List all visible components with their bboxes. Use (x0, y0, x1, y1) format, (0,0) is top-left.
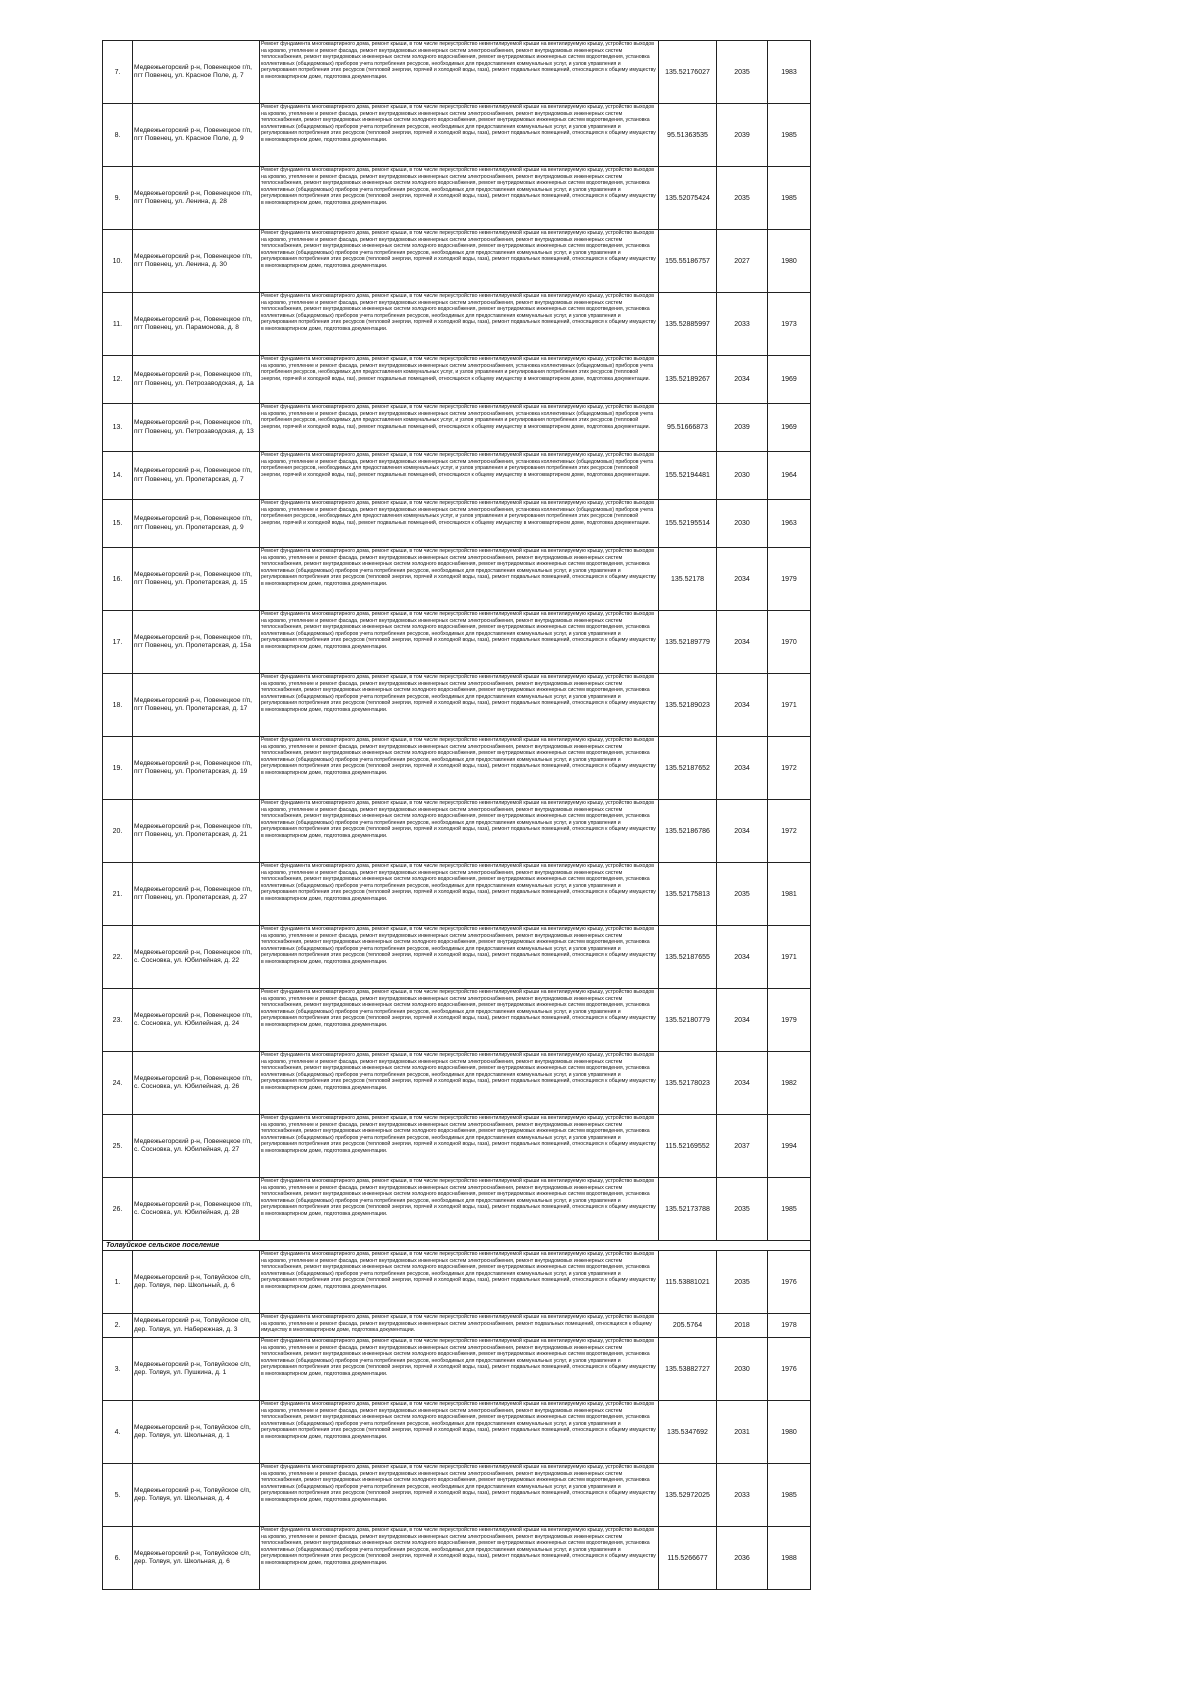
table-row (103, 1464, 811, 1527)
planned-year: 2033 (717, 293, 768, 356)
table-row (103, 611, 811, 674)
repair-cost: 135.52178 (659, 548, 717, 611)
building-address: Медвежьегорский р-н, Повенецкое г/п, пгт Повенец, ул. Ленина, д. 30 (133, 230, 260, 293)
table-row (103, 674, 811, 737)
planned-year: 2034 (717, 611, 768, 674)
work-list-cell (260, 800, 659, 863)
repair-cost: 135.52186786 (659, 800, 717, 863)
row-number: 26. (103, 1178, 133, 1241)
work-list-cell (260, 989, 659, 1052)
building-address: Медвежьегорский р-н, Повенецкое г/п, пгт Повенец, ул. Пролетарская, д. 7 (133, 452, 260, 500)
construction-year: 1985 (768, 104, 811, 167)
work-list-cell (260, 452, 659, 500)
building-address: Медвежьегорский р-н, Повенецкое г/п, с. Сосновка, ул. Юбилейная, д. 24 (133, 989, 260, 1052)
work-list-text: Ремонт фундамента многоквартирного дома, ремонт крыши, в том числе переустройство невентилируемой крыши на вентилируемую крышу, устройство выходов на кровлю, утепление и ремонт фасада, ремонт внутридомовых инженерных систем электроснабжения, установка коллективных (общедомовых) приборов учета потребления ресурсов, необходимых для предоставления коммунальных услуг, и узлов управления и регулирования потребления этих ресурсов (тепловой энергии, горячей и холодной воды, газ), ремонт подвальных помещений, относящихся к общему имуществу в многоквартирном доме, подготовка документации. (261, 404, 654, 430)
planned-year: 2030 (717, 452, 768, 500)
planned-year: 2034 (717, 674, 768, 737)
construction-year: 1980 (768, 230, 811, 293)
row-number: 23. (103, 989, 133, 1052)
table-row (103, 356, 811, 404)
table-row (103, 1527, 811, 1590)
table-row (103, 404, 811, 452)
building-address: Медвежьегорский р-н, Повенецкое г/п, с. Сосновка, ул. Юбилейная, д. 26 (133, 1052, 260, 1115)
work-list-cell (260, 1464, 659, 1527)
work-list-cell (260, 1527, 659, 1590)
table-row (103, 41, 811, 104)
repair-cost: 135.53882727 (659, 1338, 717, 1401)
planned-year: 2039 (717, 404, 768, 452)
table-row (103, 1178, 811, 1241)
table-row (103, 737, 811, 800)
row-number: 8. (103, 104, 133, 167)
row-number: 10. (103, 230, 133, 293)
planned-year: 2034 (717, 737, 768, 800)
work-list-text: Ремонт фундамента многоквартирного дома, ремонт крыши, в том числе переустройство невентилируемой крыши на вентилируемую крышу, устройство выходов на кровлю, утепление и ремонт фасада, ремонт внутридомовых инженерных систем электроснабжения, ремонт внутридомовых инженерных систем теплоснабжения, ремонт внутридомовых инженерных систем холодного водоснабжения, ремонт внутридомовых инженерных систем водоотведения, установка коллективных (общедомовых) приборов учета потребления ресурсов, необходимых для предоставления коммунальных услуг, и узлов управления и регулирования потребления этих ресурсов (тепловой энергии, горячей и холодной воды, газа), ремонт подвальных помещений, относящихся к общему имуществу в многоквартирном доме, подготовка документации. (261, 863, 656, 902)
building-address: Медвежьегорский р-н, Толвуйское с/п, дер. Толвуя, ул. Школьная, д. 4 (133, 1464, 260, 1527)
table-body (103, 41, 811, 1590)
construction-year: 1969 (768, 404, 811, 452)
row-number: 24. (103, 1052, 133, 1115)
work-list-cell (260, 404, 659, 452)
construction-year: 1979 (768, 989, 811, 1052)
row-number: 25. (103, 1115, 133, 1178)
construction-year: 1971 (768, 674, 811, 737)
construction-year: 1988 (768, 1527, 811, 1590)
building-address: Медвежьегорский р-н, Повенецкое г/п, пгт Повенец, ул. Пролетарская, д. 17 (133, 674, 260, 737)
row-number: 18. (103, 674, 133, 737)
repair-cost: 95.51666873 (659, 404, 717, 452)
row-number: 7. (103, 41, 133, 104)
planned-year: 2039 (717, 104, 768, 167)
work-list-text: Ремонт фундамента многоквартирного дома, ремонт крыши, в том числе переустройство невентилируемой крыши на вентилируемую крышу, устройство выходов на кровлю, утепление и ремонт фасада, ремонт внутридомовых инженерных систем электроснабжения, ремонт внутридомовых инженерных систем теплоснабжения, ремонт внутридомовых инженерных систем холодного водоснабжения, ремонт внутридомовых инженерных систем водоотведения, установка коллективных (общедомовых) приборов учета потребления ресурсов, необходимых для предоставления коммунальных услуг, и узлов управления и регулирования потребления этих ресурсов (тепловой энергии, горячей и холодной воды, газа), ремонт подвальных помещений, относящихся к общему имуществу в многоквартирном доме, подготовка документации. (261, 1401, 656, 1440)
work-list-cell (260, 548, 659, 611)
row-number: 2. (103, 1314, 133, 1338)
row-number: 19. (103, 737, 133, 800)
row-number: 4. (103, 1401, 133, 1464)
work-list-cell (260, 1314, 659, 1338)
building-address: Медвежьегорский р-н, Повенецкое г/п, пгт Повенец, ул. Петрозаводская, д. 1а (133, 356, 260, 404)
work-list-text: Ремонт фундамента многоквартирного дома, ремонт крыши, в том числе переустройство невентилируемой крыши на вентилируемую крышу, устройство выходов на кровлю, утепление и ремонт фасада, ремонт внутридомовых инженерных систем электроснабжения, ремонт внутридомовых инженерных систем теплоснабжения, ремонт внутридомовых инженерных систем холодного водоснабжения, ремонт внутридомовых инженерных систем водоотведения, установка коллективных (общедомовых) приборов учета потребления ресурсов, необходимых для предоставления коммунальных услуг, и узлов управления и регулирования потребления этих ресурсов (тепловой энергии, горячей и холодной воды, газа), ремонт подвальных помещений, относящихся к общему имуществу в многоквартирном доме, подготовка документации. (261, 1464, 656, 1503)
work-list-text: Ремонт фундамента многоквартирного дома, ремонт крыши, в том числе переустройство невентилируемой крыши на вентилируемую крышу, устройство выходов на кровлю, утепление и ремонт фасада, ремонт внутридомовых инженерных систем электроснабжения, ремонт внутридомовых инженерных систем теплоснабжения, ремонт внутридомовых инженерных систем холодного водоснабжения, ремонт внутридомовых инженерных систем водоотведения, установка коллективных (общедомовых) приборов учета потребления ресурсов, необходимых для предоставления коммунальных услуг, и узлов управления и регулирования потребления этих ресурсов (тепловой энергии, горячей и холодной воды, газа), ремонт подвальных помещений, относящихся к общему имуществу в многоквартирном доме, подготовка документации. (261, 737, 656, 776)
table-row (103, 452, 811, 500)
construction-year: 1983 (768, 41, 811, 104)
planned-year: 2037 (717, 1115, 768, 1178)
building-address: Медвежьегорский р-н, Повенецкое г/п, пгт Повенец, ул. Красное Поле, д. 7 (133, 41, 260, 104)
work-list-cell (260, 230, 659, 293)
planned-year: 2035 (717, 1251, 768, 1314)
building-address: Медвежьегорский р-н, Повенецкое г/п, пгт Повенец, ул. Пролетарская, д. 15а (133, 611, 260, 674)
row-number: 6. (103, 1527, 133, 1590)
planned-year: 2034 (717, 800, 768, 863)
row-number: 16. (103, 548, 133, 611)
work-list-cell (260, 167, 659, 230)
construction-year: 1963 (768, 500, 811, 548)
table-row (103, 230, 811, 293)
building-address: Медвежьегорский р-н, Повенецкое г/п, пгт Повенец, ул. Ленина, д. 28 (133, 167, 260, 230)
building-address: Медвежьегорский р-н, Повенецкое г/п, пгт Повенец, ул. Пролетарская, д. 21 (133, 800, 260, 863)
building-address: Медвежьегорский р-н, Повенецкое г/п, пгт Повенец, ул. Пролетарская, д. 27 (133, 863, 260, 926)
work-list-text: Ремонт фундамента многоквартирного дома, ремонт крыши, в том числе переустройство невентилируемой крыши на вентилируемую крышу, устройство выходов на кровлю, утепление и ремонт фасада, ремонт внутридомовых инженерных систем электроснабжения, ремонт внутридомовых инженерных систем теплоснабжения, ремонт внутридомовых инженерных систем холодного водоснабжения, ремонт внутридомовых инженерных систем водоотведения, установка коллективных (общедомовых) приборов учета потребления ресурсов, необходимых для предоставления коммунальных услуг, и узлов управления и регулирования потребления этих ресурсов (тепловой энергии, горячей и холодной воды, газа), ремонт подвальных помещений, относящихся к общему имуществу в многоквартирном доме, подготовка документации. (261, 230, 656, 269)
repair-cost: 135.52187652 (659, 737, 717, 800)
work-list-text: Ремонт фундамента многоквартирного дома, ремонт крыши, в том числе переустройство невентилируемой крыши на вентилируемую крышу, устройство выходов на кровлю, утепление и ремонт фасада, ремонт внутридомовых инженерных систем электроснабжения, ремонт внутридомовых инженерных систем теплоснабжения, ремонт внутридомовых инженерных систем холодного водоснабжения, ремонт внутридомовых инженерных систем водоотведения, установка коллективных (общедомовых) приборов учета потребления ресурсов, необходимых для предоставления коммунальных услуг, и узлов управления и регулирования потребления этих ресурсов (тепловой энергии, горячей и холодной воды, газа), ремонт подвальных помещений, относящихся к общему имуществу в многоквартирном доме, подготовка документации. (261, 989, 656, 1028)
row-number: 22. (103, 926, 133, 989)
table-row (103, 1052, 811, 1115)
row-number: 1. (103, 1251, 133, 1314)
work-list-text: Ремонт фундамента многоквартирного дома, ремонт крыши, в том числе переустройство невентилируемой крыши на вентилируемую крышу, устройство выходов на кровлю, утепление и ремонт фасада, ремонт внутридомовых инженерных систем электроснабжения, ремонт внутридомовых инженерных систем теплоснабжения, ремонт внутридомовых инженерных систем холодного водоснабжения, ремонт внутридомовых инженерных систем водоотведения, установка коллективных (общедомовых) приборов учета потребления ресурсов, необходимых для предоставления коммунальных услуг, и узлов управления и регулирования потребления этих ресурсов (тепловой энергии, горячей и холодной воды, газа), ремонт подвальных помещений, относящихся к общему имуществу в многоквартирном доме, подготовка документации. (261, 293, 656, 332)
building-address: Медвежьегорский р-н, Толвуйское с/п, дер. Толвуя, ул. Набережная, д. 3 (133, 1314, 260, 1338)
work-list-cell (260, 674, 659, 737)
repair-cost: 135.52189779 (659, 611, 717, 674)
table-row (103, 1251, 811, 1314)
work-list-cell (260, 1115, 659, 1178)
planned-year: 2035 (717, 863, 768, 926)
work-list-text: Ремонт фундамента многоквартирного дома, ремонт крыши, в том числе переустройство невентилируемой крыши на вентилируемую крышу, устройство выходов на кровлю, утепление и ремонт фасада, ремонт внутридомовых инженерных систем электроснабжения, ремонт внутридомовых инженерных систем теплоснабжения, ремонт внутридомовых инженерных систем холодного водоснабжения, ремонт внутридомовых инженерных систем водоотведения, установка коллективных (общедомовых) приборов учета потребления ресурсов, необходимых для предоставления коммунальных услуг, и узлов управления и регулирования потребления этих ресурсов (тепловой энергии, горячей и холодной воды, газа), ремонт подвальных помещений, относящихся к общему имуществу в многоквартирном доме, подготовка документации. (261, 674, 656, 713)
table-row (103, 1338, 811, 1401)
repair-cost: 135.52972025 (659, 1464, 717, 1527)
work-list-cell (260, 41, 659, 104)
construction-year: 1985 (768, 1178, 811, 1241)
section-header-row (103, 1241, 811, 1251)
work-list-text: Ремонт фундамента многоквартирного дома, ремонт крыши, в том числе переустройство невентилируемой крыши на вентилируемую крышу, устройство выходов на кровлю, утепление и ремонт фасада, ремонт внутридомовых инженерных систем электроснабжения, ремонт внутридомовых инженерных систем теплоснабжения, ремонт внутридомовых инженерных систем холодного водоснабжения, ремонт внутридомовых инженерных систем водоотведения, установка коллективных (общедомовых) приборов учета потребления ресурсов, необходимых для предоставления коммунальных услуг, и узлов управления и регулирования потребления этих ресурсов (тепловой энергии, горячей и холодной воды, газа), ремонт подвальных помещений, относящихся к общему имуществу в многоквартирном доме, подготовка документации. (261, 1527, 656, 1566)
work-list-text: Ремонт фундамента многоквартирного дома, ремонт крыши, в том числе переустройство невентилируемой крыши на вентилируемую крышу, устройство выходов на кровлю, утепление и ремонт фасада, ремонт внутридомовых инженерных систем электроснабжения, ремонт внутридомовых инженерных систем теплоснабжения, ремонт внутридомовых инженерных систем холодного водоснабжения, ремонт внутридомовых инженерных систем водоотведения, установка коллективных (общедомовых) приборов учета потребления ресурсов, необходимых для предоставления коммунальных услуг, и узлов управления и регулирования потребления этих ресурсов (тепловой энергии, горячей и холодной воды, газа), ремонт подвальных помещений, относящихся к общему имуществу в многоквартирном доме, подготовка документации. (261, 1251, 656, 1290)
construction-year: 1971 (768, 926, 811, 989)
section-title: Толвуйское сельское поселение (103, 1241, 811, 1251)
table-row (103, 293, 811, 356)
planned-year: 2030 (717, 1338, 768, 1401)
building-address: Медвежьегорский р-н, Повенецкое г/п, пгт Повенец, ул. Пролетарская, д. 9 (133, 500, 260, 548)
construction-year: 1972 (768, 737, 811, 800)
work-list-text: Ремонт фундамента многоквартирного дома, ремонт крыши, в том числе переустройство невентилируемой крыши на вентилируемую крышу, устройство выходов на кровлю, утепление и ремонт фасада, ремонт внутридомовых инженерных систем электроснабжения, ремонт внутридомовых инженерных систем теплоснабжения, ремонт внутридомовых инженерных систем холодного водоснабжения, ремонт внутридомовых инженерных систем водоотведения, установка коллективных (общедомовых) приборов учета потребления ресурсов, необходимых для предоставления коммунальных услуг, и узлов управления и регулирования потребления этих ресурсов (тепловой энергии, горячей и холодной воды, газа), ремонт подвальных помещений, относящихся к общему имуществу в многоквартирном доме, подготовка документации. (261, 1178, 656, 1217)
work-list-cell (260, 1401, 659, 1464)
repair-cost: 135.52173788 (659, 1178, 717, 1241)
construction-year: 1976 (768, 1338, 811, 1401)
construction-year: 1969 (768, 356, 811, 404)
table-row (103, 800, 811, 863)
building-address: Медвежьегорский р-н, Повенецкое г/п, пгт Повенец, ул. Пролетарская, д. 19 (133, 737, 260, 800)
construction-year: 1972 (768, 800, 811, 863)
repair-cost: 135.52180779 (659, 989, 717, 1052)
building-address: Медвежьегорский р-н, Повенецкое г/п, с. Сосновка, ул. Юбилейная, д. 28 (133, 1178, 260, 1241)
planned-year: 2036 (717, 1527, 768, 1590)
repair-cost: 135.52175813 (659, 863, 717, 926)
row-number: 11. (103, 293, 133, 356)
work-list-text: Ремонт фундамента многоквартирного дома, ремонт крыши, в том числе переустройство невентилируемой крыши на вентилируемую крышу, устройство выходов на кровлю, утепление и ремонт фасада, ремонт внутридомовых инженерных систем электроснабжения, установка коллективных (общедомовых) приборов учета потребления ресурсов, необходимых для предоставления коммунальных услуг, и узлов управления и регулирования потребления этих ресурсов (тепловой энергии, горячей и холодной воды, газ), ремонт подвальных помещений, относящихся к общему имуществу в многоквартирном доме, подготовка документации. (261, 356, 654, 382)
work-list-text: Ремонт фундамента многоквартирного дома, ремонт крыши, в том числе переустройство невентилируемой крыши на вентилируемую крышу, устройство выходов на кровлю, утепление и ремонт фасада, ремонт внутридомовых инженерных систем электроснабжения, ремонт внутридомовых инженерных систем теплоснабжения, ремонт внутридомовых инженерных систем холодного водоснабжения, ремонт внутридомовых инженерных систем водоотведения, установка коллективных (общедомовых) приборов учета потребления ресурсов, необходимых для предоставления коммунальных услуг, и узлов управления и регулирования потребления этих ресурсов (тепловой энергии, горячей и холодной воды, газа), ремонт подвальных помещений, относящихся к общему имуществу в многоквартирном доме, подготовка документации. (261, 800, 656, 839)
capital-repair-table-sheet (102, 40, 810, 1590)
row-number: 12. (103, 356, 133, 404)
planned-year: 2034 (717, 356, 768, 404)
building-address: Медвежьегорский р-н, Повенецкое г/п, пгт Повенец, ул. Пролетарская, д. 15 (133, 548, 260, 611)
building-address: Медвежьегорский р-н, Повенецкое г/п, пгт Повенец, ул. Парамонова, д. 8 (133, 293, 260, 356)
work-list-text: Ремонт фундамента многоквартирного дома, ремонт крыши, в том числе переустройство невентилируемой крыши на вентилируемую крышу, устройство выходов на кровлю, утепление и ремонт фасада, ремонт внутридомовых инженерных систем электроснабжения, ремонт внутридомовых инженерных систем теплоснабжения, ремонт внутридомовых инженерных систем холодного водоснабжения, ремонт внутридомовых инженерных систем водоотведения, установка коллективных (общедомовых) приборов учета потребления ресурсов, необходимых для предоставления коммунальных услуг, и узлов управления и регулирования потребления этих ресурсов (тепловой энергии, горячей и холодной воды, газа), ремонт подвальных помещений, относящихся к общему имуществу в многоквартирном доме, подготовка документации. (261, 1115, 656, 1154)
work-list-text: Ремонт фундамента многоквартирного дома, ремонт крыши, в том числе переустройство невентилируемой крыши на вентилируемую крышу, устройство выходов на кровлю, утепление и ремонт фасада, ремонт внутридомовых инженерных систем электроснабжения, ремонт внутридомовых инженерных систем теплоснабжения, ремонт внутридомовых инженерных систем холодного водоснабжения, ремонт внутридомовых инженерных систем водоотведения, установка коллективных (общедомовых) приборов учета потребления ресурсов, необходимых для предоставления коммунальных услуг, и узлов управления и регулирования потребления этих ресурсов (тепловой энергии, горячей и холодной воды, газа), ремонт подвальных помещений, относящихся к общему имуществу в многоквартирном доме, подготовка документации. (261, 548, 656, 587)
planned-year: 2035 (717, 1178, 768, 1241)
construction-year: 1973 (768, 293, 811, 356)
work-list-text: Ремонт фундамента многоквартирного дома, ремонт крыши, в том числе переустройство невентилируемой крыши на вентилируемую крышу, устройство выходов на кровлю, утепление и ремонт фасада, ремонт внутридомовых инженерных систем электроснабжения, установка коллективных (общедомовых) приборов учета потребления ресурсов, необходимых для предоставления коммунальных услуг, и узлов управления и регулирования потребления этих ресурсов (тепловой энергии, горячей и холодной воды, газ), ремонт подвальных помещений, относящихся к общему имуществу в многоквартирном доме, подготовка документации. (261, 500, 654, 526)
table-row (103, 926, 811, 989)
repair-cost: 135.52176027 (659, 41, 717, 104)
repair-cost: 135.52187655 (659, 926, 717, 989)
table-row (103, 1115, 811, 1178)
work-list-cell (260, 1338, 659, 1401)
construction-year: 1994 (768, 1115, 811, 1178)
work-list-cell (260, 500, 659, 548)
construction-year: 1980 (768, 1401, 811, 1464)
building-address: Медвежьегорский р-н, Повенецкое г/п, пгт Повенец, ул. Петрозаводская, д. 13 (133, 404, 260, 452)
repair-cost: 135.52885997 (659, 293, 717, 356)
work-list-cell (260, 1251, 659, 1314)
repair-cost: 135.52189267 (659, 356, 717, 404)
repair-schedule-table (102, 40, 811, 1590)
repair-cost: 135.52189023 (659, 674, 717, 737)
table-row (103, 104, 811, 167)
planned-year: 2027 (717, 230, 768, 293)
row-number: 9. (103, 167, 133, 230)
work-list-text: Ремонт фундамента многоквартирного дома, ремонт крыши, в том числе переустройство невентилируемой крыши на вентилируемую крышу, устройство выходов на кровлю, утепление и ремонт фасада, ремонт внутридомовых инженерных систем электроснабжения, установка коллективных (общедомовых) приборов учета потребления ресурсов, необходимых для предоставления коммунальных услуг, и узлов управления и регулирования потребления этих ресурсов (тепловой энергии, горячей и холодной воды, газ), ремонт подвальных помещений, относящихся к общему имуществу в многоквартирном доме, подготовка документации. (261, 452, 654, 478)
building-address: Медвежьегорский р-н, Толвуйское с/п, дер. Толвуя, ул. Школьная, д. 6 (133, 1527, 260, 1590)
repair-cost: 135.5347692 (659, 1401, 717, 1464)
planned-year: 2030 (717, 500, 768, 548)
work-list-cell (260, 1052, 659, 1115)
work-list-cell (260, 926, 659, 989)
planned-year: 2031 (717, 1401, 768, 1464)
work-list-cell (260, 1178, 659, 1241)
work-list-cell (260, 863, 659, 926)
row-number: 13. (103, 404, 133, 452)
construction-year: 1985 (768, 1464, 811, 1527)
row-number: 20. (103, 800, 133, 863)
table-row (103, 167, 811, 230)
planned-year: 2034 (717, 1052, 768, 1115)
construction-year: 1981 (768, 863, 811, 926)
work-list-cell (260, 356, 659, 404)
work-list-cell (260, 293, 659, 356)
planned-year: 2034 (717, 926, 768, 989)
building-address: Медвежьегорский р-н, Повенецкое г/п, с. Сосновка, ул. Юбилейная, д. 22 (133, 926, 260, 989)
repair-cost: 95.51363535 (659, 104, 717, 167)
work-list-text: Ремонт фундамента многоквартирного дома, ремонт крыши, в том числе переустройство невентилируемой крыши на вентилируемую крышу, устройство выходов на кровлю, утепление и ремонт фасада, ремонт внутридомовых инженерных систем электроснабжения, ремонт внутридомовых инженерных систем теплоснабжения, ремонт внутридомовых инженерных систем холодного водоснабжения, ремонт внутридомовых инженерных систем водоотведения, установка коллективных (общедомовых) приборов учета потребления ресурсов, необходимых для предоставления коммунальных услуг, и узлов управления и регулирования потребления этих ресурсов (тепловой энергии, горячей и холодной воды, газа), ремонт подвальных помещений, относящихся к общему имуществу в многоквартирном доме, подготовка документации. (261, 41, 656, 80)
construction-year: 1978 (768, 1314, 811, 1338)
planned-year: 2034 (717, 989, 768, 1052)
repair-cost: 135.52178023 (659, 1052, 717, 1115)
work-list-cell (260, 104, 659, 167)
table-row (103, 500, 811, 548)
row-number: 17. (103, 611, 133, 674)
row-number: 3. (103, 1338, 133, 1401)
row-number: 21. (103, 863, 133, 926)
work-list-text: Ремонт фундамента многоквартирного дома, ремонт крыши, в том числе переустройство невентилируемой крыши на вентилируемую крышу, устройство выходов на кровлю, утепление и ремонт фасада, ремонт внутридомовых инженерных систем электроснабжения, ремонт подвальных помещений, относящихся к общему имуществу в многоквартирном доме, подготовка документации. (261, 1314, 654, 1334)
building-address: Медвежьегорский р-н, Толвуйское с/п, дер. Толвуя, ул. Школьная, д. 1 (133, 1401, 260, 1464)
work-list-text: Ремонт фундамента многоквартирного дома, ремонт крыши, в том числе переустройство невентилируемой крыши на вентилируемую крышу, устройство выходов на кровлю, утепление и ремонт фасада, ремонт внутридомовых инженерных систем электроснабжения, ремонт внутридомовых инженерных систем теплоснабжения, ремонт внутридомовых инженерных систем холодного водоснабжения, ремонт внутридомовых инженерных систем водоотведения, установка коллективных (общедомовых) приборов учета потребления ресурсов, необходимых для предоставления коммунальных услуг, и узлов управления и регулирования потребления этих ресурсов (тепловой энергии, горячей и холодной воды, газа), ремонт подвальных помещений, относящихся к общему имуществу в многоквартирном доме, подготовка документации. (261, 1052, 656, 1091)
table-row (103, 548, 811, 611)
table-row (103, 1401, 811, 1464)
repair-cost: 115.5266677 (659, 1527, 717, 1590)
work-list-text: Ремонт фундамента многоквартирного дома, ремонт крыши, в том числе переустройство невентилируемой крыши на вентилируемую крышу, устройство выходов на кровлю, утепление и ремонт фасада, ремонт внутридомовых инженерных систем электроснабжения, ремонт внутридомовых инженерных систем теплоснабжения, ремонт внутридомовых инженерных систем холодного водоснабжения, ремонт внутридомовых инженерных систем водоотведения, установка коллективных (общедомовых) приборов учета потребления ресурсов, необходимых для предоставления коммунальных услуг, и узлов управления и регулирования потребления этих ресурсов (тепловой энергии, горячей и холодной воды, газа), ремонт подвальных помещений, относящихся к общему имуществу в многоквартирном доме, подготовка документации. (261, 167, 656, 206)
repair-cost: 205.5764 (659, 1314, 717, 1338)
repair-cost: 155.55186757 (659, 230, 717, 293)
work-list-text: Ремонт фундамента многоквартирного дома, ремонт крыши, в том числе переустройство невентилируемой крыши на вентилируемую крышу, устройство выходов на кровлю, утепление и ремонт фасада, ремонт внутридомовых инженерных систем электроснабжения, ремонт внутридомовых инженерных систем теплоснабжения, ремонт внутридомовых инженерных систем холодного водоснабжения, ремонт внутридомовых инженерных систем водоотведения, установка коллективных (общедомовых) приборов учета потребления ресурсов, необходимых для предоставления коммунальных услуг, и узлов управления и регулирования потребления этих ресурсов (тепловой энергии, горячей и холодной воды, газа), ремонт подвальных помещений, относящихся к общему имуществу в многоквартирном доме, подготовка документации. (261, 926, 656, 965)
repair-cost: 115.52169552 (659, 1115, 717, 1178)
row-number: 15. (103, 500, 133, 548)
repair-cost: 155.52195514 (659, 500, 717, 548)
table-row (103, 989, 811, 1052)
table-row (103, 863, 811, 926)
planned-year: 2035 (717, 41, 768, 104)
building-address: Медвежьегорский р-н, Повенецкое г/п, пгт Повенец, ул. Красное Поле, д. 9 (133, 104, 260, 167)
planned-year: 2018 (717, 1314, 768, 1338)
repair-cost: 115.53881021 (659, 1251, 717, 1314)
building-address: Медвежьегорский р-н, Повенецкое г/п, с. Сосновка, ул. Юбилейная, д. 27 (133, 1115, 260, 1178)
construction-year: 1970 (768, 611, 811, 674)
planned-year: 2035 (717, 167, 768, 230)
building-address: Медвежьегорский р-н, Толвуйское с/п, дер. Толвуя, пер. Школьный, д. 6 (133, 1251, 260, 1314)
construction-year: 1976 (768, 1251, 811, 1314)
repair-cost: 155.52194481 (659, 452, 717, 500)
building-address: Медвежьегорский р-н, Толвуйское с/п, дер. Толвуя, ул. Пушкина, д. 1 (133, 1338, 260, 1401)
construction-year: 1979 (768, 548, 811, 611)
repair-cost: 135.52075424 (659, 167, 717, 230)
work-list-text: Ремонт фундамента многоквартирного дома, ремонт крыши, в том числе переустройство невентилируемой крыши на вентилируемую крышу, устройство выходов на кровлю, утепление и ремонт фасада, ремонт внутридомовых инженерных систем электроснабжения, ремонт внутридомовых инженерных систем теплоснабжения, ремонт внутридомовых инженерных систем холодного водоснабжения, ремонт внутридомовых инженерных систем водоотведения, установка коллективных (общедомовых) приборов учета потребления ресурсов, необходимых для предоставления коммунальных услуг, и узлов управления и регулирования потребления этих ресурсов (тепловой энергии, горячей и холодной воды, газа), ремонт подвальных помещений, относящихся к общему имуществу в многоквартирном доме, подготовка документации. (261, 1338, 656, 1377)
planned-year: 2034 (717, 548, 768, 611)
planned-year: 2033 (717, 1464, 768, 1527)
work-list-text: Ремонт фундамента многоквартирного дома, ремонт крыши, в том числе переустройство невентилируемой крыши на вентилируемую крышу, устройство выходов на кровлю, утепление и ремонт фасада, ремонт внутридомовых инженерных систем электроснабжения, ремонт внутридомовых инженерных систем теплоснабжения, ремонт внутридомовых инженерных систем холодного водоснабжения, ремонт внутридомовых инженерных систем водоотведения, установка коллективных (общедомовых) приборов учета потребления ресурсов, необходимых для предоставления коммунальных услуг, и узлов управления и регулирования потребления этих ресурсов (тепловой энергии, горячей и холодной воды, газа), ремонт подвальных помещений, относящихся к общему имуществу в многоквартирном доме, подготовка документации. (261, 611, 656, 650)
table-row (103, 1314, 811, 1338)
work-list-cell (260, 737, 659, 800)
construction-year: 1985 (768, 167, 811, 230)
work-list-cell (260, 611, 659, 674)
row-number: 5. (103, 1464, 133, 1527)
construction-year: 1982 (768, 1052, 811, 1115)
work-list-text: Ремонт фундамента многоквартирного дома, ремонт крыши, в том числе переустройство невентилируемой крыши на вентилируемую крышу, устройство выходов на кровлю, утепление и ремонт фасада, ремонт внутридомовых инженерных систем электроснабжения, ремонт внутридомовых инженерных систем теплоснабжения, ремонт внутридомовых инженерных систем холодного водоснабжения, ремонт внутридомовых инженерных систем водоотведения, установка коллективных (общедомовых) приборов учета потребления ресурсов, необходимых для предоставления коммунальных услуг, и узлов управления и регулирования потребления этих ресурсов (тепловой энергии, горячей и холодной воды, газа), ремонт подвальных помещений, относящихся к общему имуществу в многоквартирном доме, подготовка документации. (261, 104, 656, 143)
row-number: 14. (103, 452, 133, 500)
construction-year: 1964 (768, 452, 811, 500)
